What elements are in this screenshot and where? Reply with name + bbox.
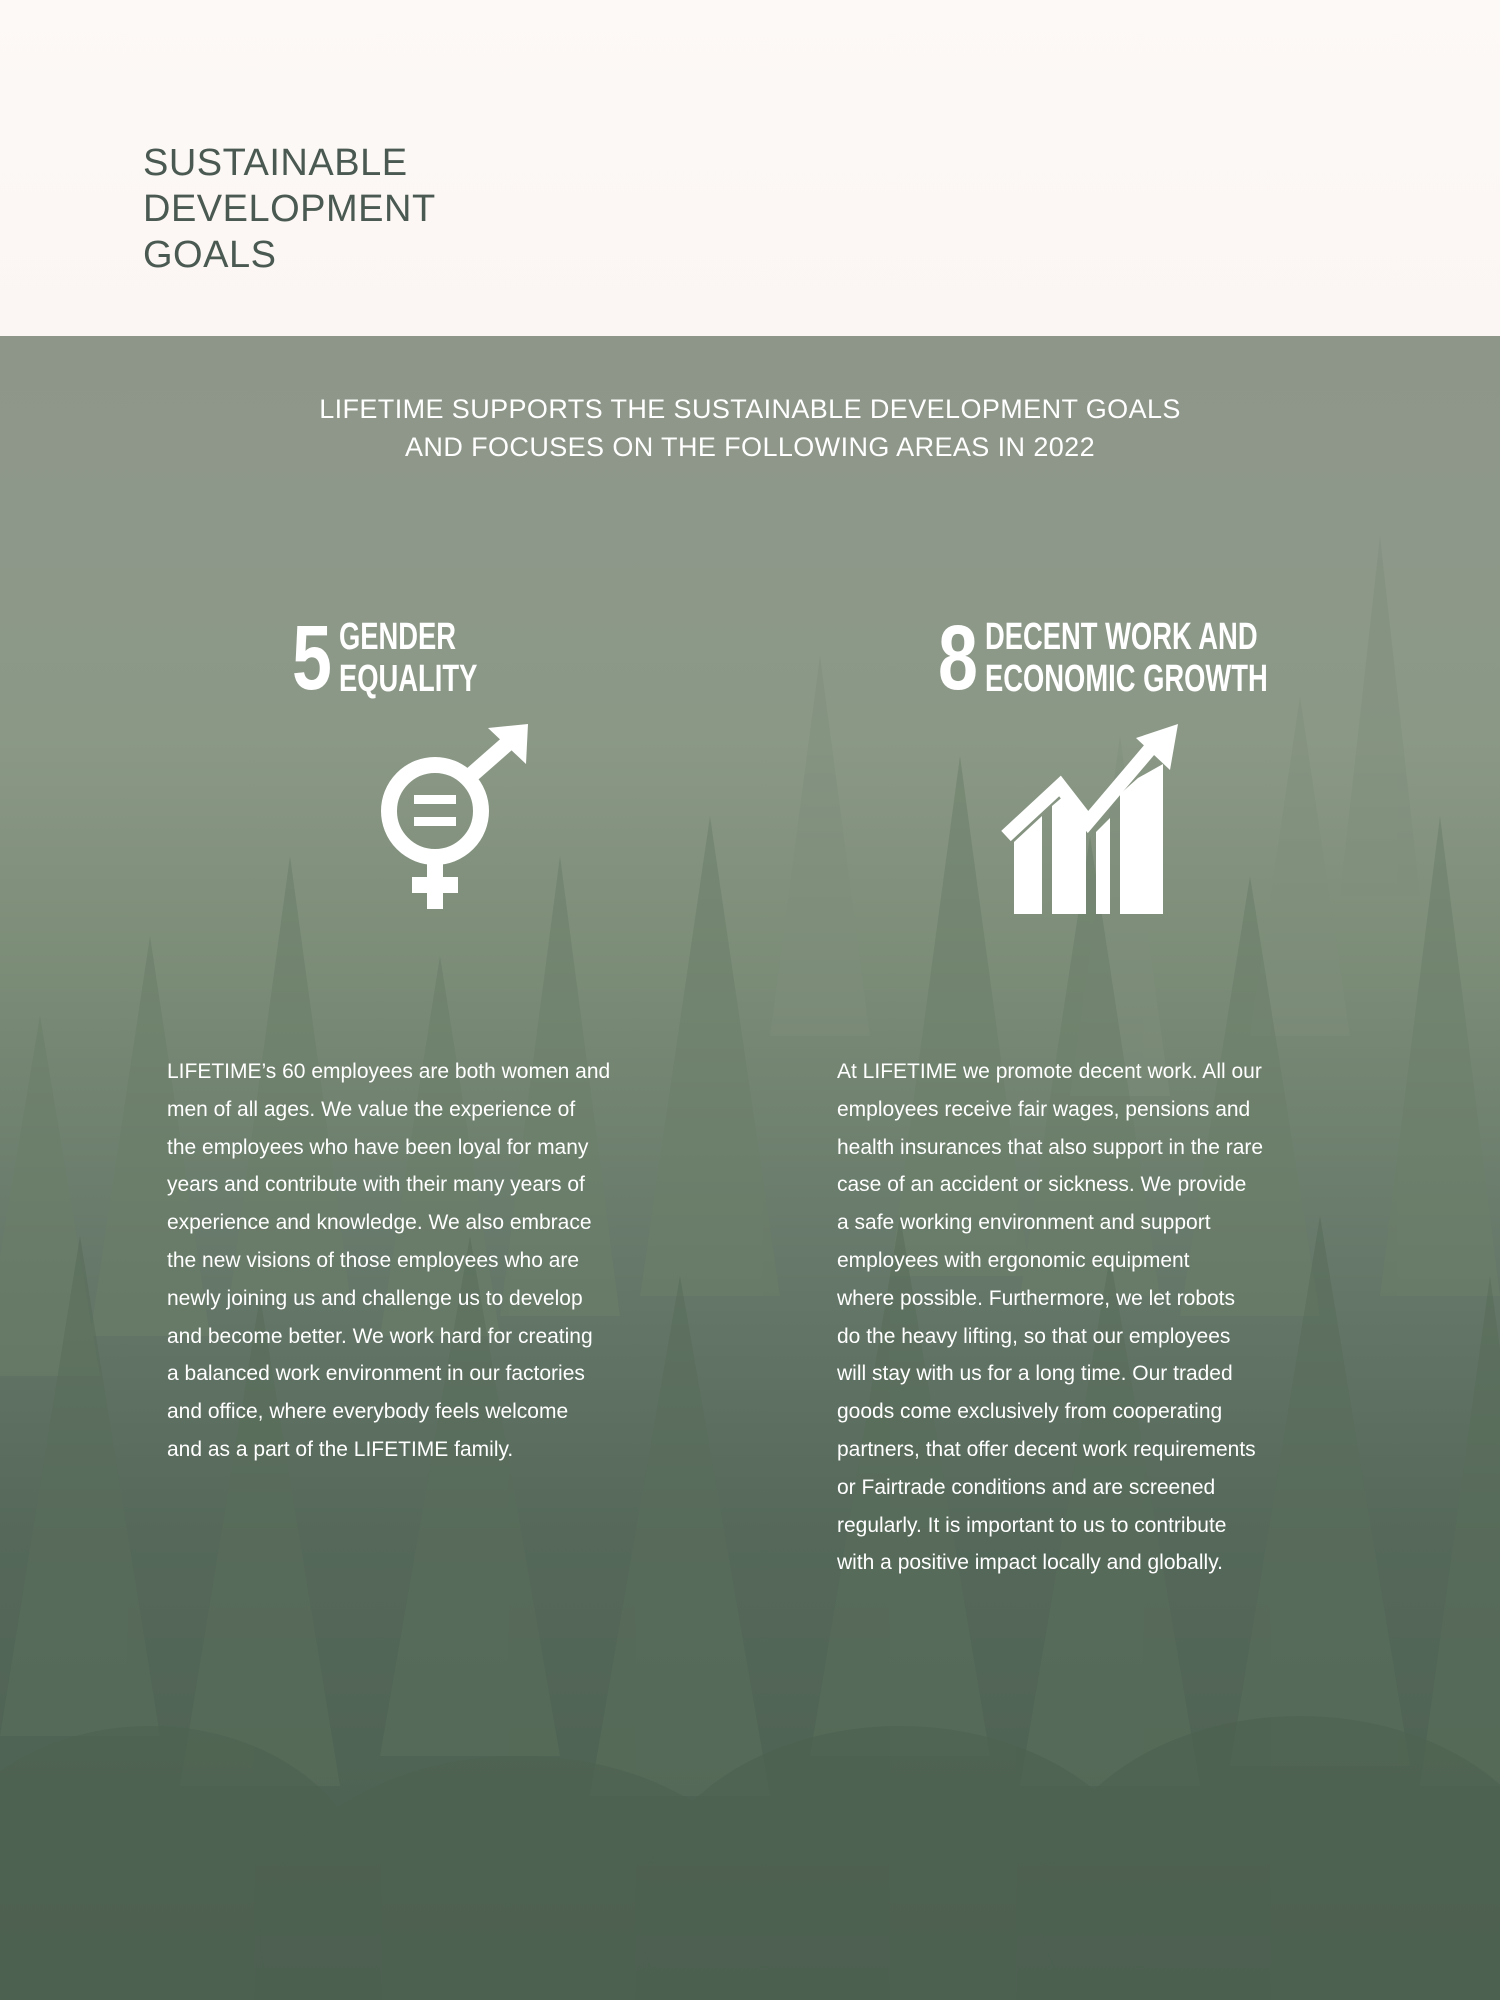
goal-5-label-line-2: EQUALITY: [339, 658, 478, 700]
goal-8-header: [938, 607, 1378, 709]
page-title: [143, 140, 743, 278]
forest-background: [0, 336, 1500, 2000]
economic-growth-icon: [1000, 724, 1180, 924]
goal-5-text: LIFETIME’s 60 employees are both women and men of all ages. We value the experience of the employees who have been loyal for many years and contribute with their many years of experience and knowledge. We also embrace the new visions of those employees who are newly joining us and challenge us to develop and become better. We work hard for creating a balanced work environment in our factories and office, where everybody feels welcome and as a part of the LIFETIME family.: [167, 1060, 611, 1461]
page-title-line-1: SUSTAINABLE: [143, 142, 408, 184]
page-title-line-2: DEVELOPMENT: [143, 188, 436, 230]
goal-8-label: [985, 616, 1268, 700]
goal-5-header: [292, 607, 531, 709]
intro-heading: [0, 390, 1500, 466]
goal-8-text: At LIFETIME we promote decent work. All our employees receive fair wages, pensions and health insurances that also support in the rare case of an accident or sickness. We provide a safe working environment and support employees with ergonomic equipment where possible. Furthermore, we let robots do the heavy lifting, so that our employees will stay with us for a long time. Our traded goods come exclusively from cooperating partners, that offer decent work requirements or Fairtrade conditions and are screened regularly. It is important to us to contribute with a positive impact locally and globally.: [837, 1060, 1264, 1575]
goal-8-number: 8: [938, 607, 978, 709]
gender-equality-icon: [376, 724, 536, 924]
page-title-line-3: GOALS: [143, 234, 277, 276]
goal-8-label-line-2: ECONOMIC GROWTH: [985, 658, 1268, 700]
intro-line-1: LIFETIME SUPPORTS THE SUSTAINABLE DEVELOPMENT GOALS: [319, 394, 1181, 424]
goal-5-label: [339, 616, 477, 700]
goal-5-number: 5: [292, 607, 332, 709]
header-area: [0, 0, 1500, 336]
goal-8-label-line-1: DECENT WORK AND: [985, 616, 1258, 658]
goal-5-label-line-1: GENDER: [339, 616, 457, 658]
intro-line-2: AND FOCUSES ON THE FOLLOWING AREAS IN 2022: [405, 432, 1095, 462]
